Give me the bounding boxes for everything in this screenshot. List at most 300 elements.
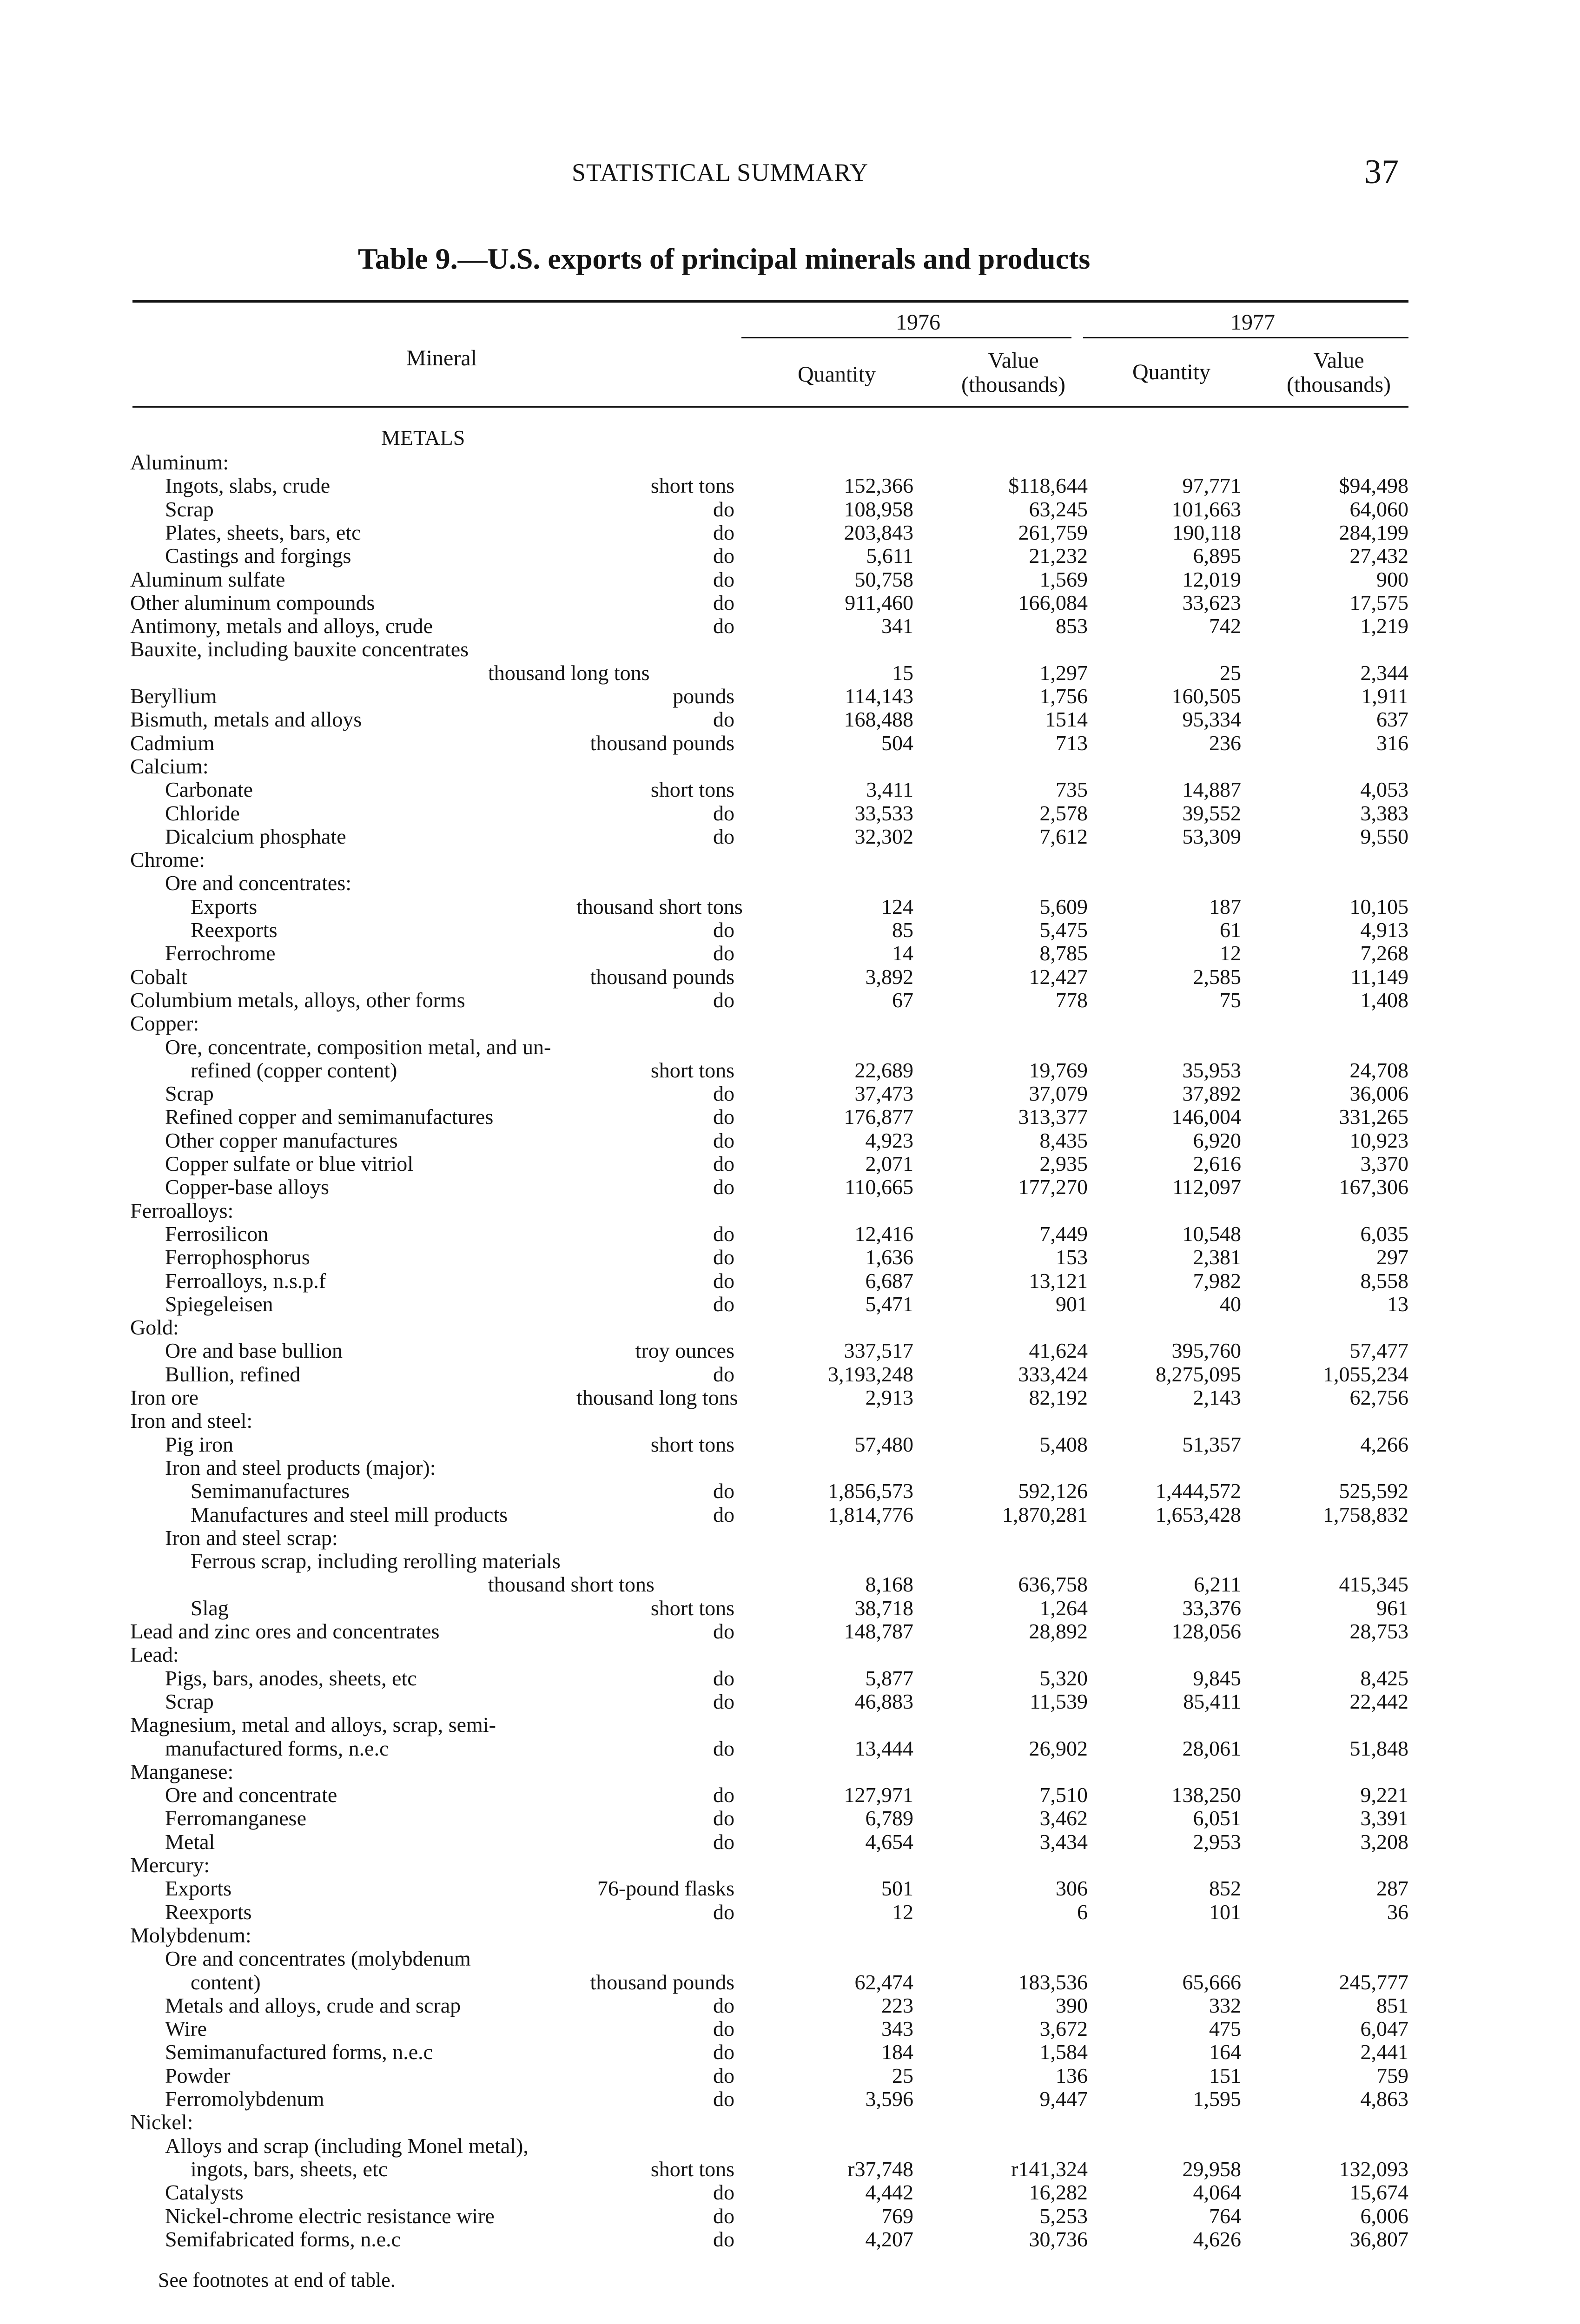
quantity-1976-cell: 6,687 bbox=[865, 1268, 913, 1293]
unit-label: do bbox=[713, 2180, 734, 2205]
row-label bbox=[165, 498, 214, 521]
table-row bbox=[0, 544, 1580, 568]
quantity-1976-cell: 1,856,573 bbox=[828, 1479, 913, 1503]
table-row bbox=[0, 848, 1580, 872]
mineral-name: ingots, bars, sheets, etc bbox=[191, 2157, 388, 2181]
table-row bbox=[0, 1947, 1580, 1970]
mineral-name: Pigs, bars, anodes, sheets, etc bbox=[165, 1666, 417, 1690]
quantity-1976-cell: 769 bbox=[881, 2204, 913, 2228]
value-1977-cell: 6,047 bbox=[1360, 2017, 1408, 2041]
value-1977-cell: 3,391 bbox=[1360, 1806, 1408, 1830]
mineral-name: Cobalt bbox=[130, 964, 187, 989]
quantity-1976-cell: 5,471 bbox=[865, 1292, 913, 1316]
quantity-1977-cell: 852 bbox=[1209, 1876, 1241, 1901]
table-row bbox=[0, 2111, 1580, 2134]
value-1976-cell: 1,569 bbox=[1039, 567, 1088, 591]
value-1976-cell: 853 bbox=[1056, 614, 1088, 638]
value-1976-cell: 5,320 bbox=[1039, 1666, 1088, 1690]
row-label bbox=[191, 1059, 397, 1082]
value-1977-cell: 62,756 bbox=[1349, 1386, 1408, 1409]
mineral-name: Ferromanganese bbox=[165, 1806, 306, 1830]
mineral-name: Ferromolybdenum bbox=[165, 2087, 324, 2111]
row-label bbox=[165, 802, 240, 825]
quantity-1976-cell: 110,665 bbox=[845, 1175, 913, 1199]
unit-label: do bbox=[713, 1689, 734, 1713]
row-label bbox=[165, 1246, 310, 1269]
row-label bbox=[165, 2181, 244, 2204]
value-1976-cell: 5,408 bbox=[1039, 1432, 1088, 1456]
mineral-name: Chrome: bbox=[130, 848, 205, 872]
table-row bbox=[0, 1363, 1580, 1386]
value-1976-cell: 177,270 bbox=[1018, 1175, 1088, 1199]
value-1976-cell: 5,475 bbox=[1039, 918, 1088, 942]
value-1976-cell: 1,264 bbox=[1039, 1596, 1088, 1620]
mineral-name: Castings and forgings bbox=[165, 544, 351, 568]
quantity-1976-cell: r37,748 bbox=[847, 2157, 913, 2181]
row-label bbox=[130, 614, 433, 638]
row-label bbox=[165, 521, 361, 544]
mineral-name: Ore and concentrates (molybdenum bbox=[165, 1947, 471, 1971]
value-1976-cell: 592,126 bbox=[1018, 1479, 1088, 1503]
value-1976-cell: 26,902 bbox=[1029, 1736, 1088, 1760]
quantity-1977-header: Quantity bbox=[1132, 360, 1210, 384]
unit-label: thousand pounds bbox=[590, 1970, 734, 1994]
quantity-1976-cell: 32,302 bbox=[854, 824, 913, 848]
quantity-1976-cell: 12 bbox=[892, 1900, 913, 1924]
value-1977-cell: 36,807 bbox=[1349, 2227, 1408, 2251]
unit-label: do bbox=[713, 801, 734, 825]
value-1976-cell: 1,297 bbox=[1039, 660, 1088, 685]
unit-label: short tons bbox=[650, 2157, 734, 2181]
row-label bbox=[165, 1807, 306, 1830]
table-row bbox=[0, 1222, 1580, 1246]
table-row bbox=[0, 2134, 1580, 2158]
mineral-name: Aluminum: bbox=[130, 450, 229, 474]
quantity-1977-cell: 6,895 bbox=[1193, 544, 1241, 568]
value-1977-cell: 2,441 bbox=[1360, 2040, 1408, 2064]
quantity-1977-cell: 2,381 bbox=[1193, 1245, 1241, 1269]
quantity-1976-header: Quantity bbox=[798, 362, 876, 387]
table-row bbox=[0, 1012, 1580, 1035]
value-1976-cell: 2,578 bbox=[1039, 801, 1088, 825]
row-label bbox=[165, 1994, 461, 2017]
quantity-1976-cell: 3,411 bbox=[866, 778, 913, 802]
quantity-1977-cell: 97,771 bbox=[1182, 474, 1241, 498]
mineral-name: Iron and steel products (major): bbox=[165, 1455, 436, 1479]
row-label bbox=[165, 1175, 329, 1199]
unit-label: do bbox=[713, 1082, 734, 1106]
unit-label: do bbox=[713, 2087, 734, 2111]
table-row bbox=[0, 2017, 1580, 2040]
unit-label: do bbox=[713, 1806, 734, 1830]
value-1977-cell: 1,219 bbox=[1360, 614, 1408, 638]
unit-label: do bbox=[713, 1619, 734, 1643]
value-1976-cell: 41,624 bbox=[1029, 1339, 1088, 1363]
mineral-name: Bauxite, including bauxite concentrates bbox=[130, 637, 469, 661]
value-1977-cell: 4,053 bbox=[1360, 778, 1408, 802]
table-row bbox=[0, 1246, 1580, 1269]
quantity-1977-cell: 12,019 bbox=[1182, 567, 1241, 591]
value-1977-cell: $94,498 bbox=[1339, 474, 1408, 498]
value-1976-cell: 6 bbox=[1077, 1900, 1088, 1924]
row-label bbox=[130, 568, 285, 591]
value-1976-cell: 1,870,281 bbox=[1002, 1502, 1088, 1526]
value-1977-cell: 36,006 bbox=[1349, 1082, 1408, 1106]
quantity-1976-cell: 176,877 bbox=[844, 1105, 913, 1129]
table-row bbox=[0, 2087, 1580, 2111]
table-row bbox=[0, 685, 1580, 708]
unit-label: do bbox=[713, 1502, 734, 1526]
unit-label: do bbox=[713, 1362, 734, 1386]
row-label bbox=[130, 965, 187, 989]
table-row bbox=[0, 2228, 1580, 2251]
row-label bbox=[165, 1363, 300, 1386]
table-row bbox=[0, 2181, 1580, 2204]
quantity-1976-cell: 124 bbox=[881, 894, 913, 918]
value-1976-cell: $118,644 bbox=[1008, 474, 1088, 498]
mineral-name: refined (copper content) bbox=[191, 1058, 397, 1082]
unit-label: troy ounces bbox=[635, 1339, 734, 1363]
row-label bbox=[165, 1737, 389, 1760]
table-row bbox=[0, 1152, 1580, 1175]
quantity-1976-cell: 50,758 bbox=[854, 567, 913, 591]
table-row bbox=[0, 638, 1580, 661]
row-label bbox=[165, 1105, 493, 1129]
value-1976-cell: 735 bbox=[1056, 778, 1088, 802]
value-1976-cell: 5,609 bbox=[1039, 894, 1088, 918]
mineral-name: Bismuth, metals and alloys bbox=[130, 707, 362, 732]
table-row bbox=[0, 1059, 1580, 1082]
row-label bbox=[191, 1479, 350, 1503]
value-1977-cell: 7,268 bbox=[1360, 941, 1408, 965]
mineral-name: manufactured forms, n.e.c bbox=[165, 1736, 389, 1760]
value-1976-cell: 5,253 bbox=[1039, 2204, 1088, 2228]
unit-label: do bbox=[713, 918, 734, 942]
value-1977-cell: 64,060 bbox=[1349, 497, 1408, 521]
unit-label: do bbox=[713, 2063, 734, 2087]
unit-label: do bbox=[713, 1736, 734, 1760]
unit-label: do bbox=[713, 590, 734, 614]
mineral-name: Semifabricated forms, n.e.c bbox=[165, 2227, 401, 2251]
quantity-1976-cell: 57,480 bbox=[854, 1432, 913, 1456]
row-label bbox=[130, 2111, 193, 2134]
quantity-1976-cell: 911,460 bbox=[845, 590, 913, 614]
mineral-name: Ore and concentrates: bbox=[165, 871, 352, 895]
mineral-name: Powder bbox=[165, 2063, 231, 2087]
year-1977-header: 1977 bbox=[1230, 310, 1275, 335]
table-row bbox=[0, 661, 1580, 685]
mineral-name: content) bbox=[191, 1970, 261, 1994]
quantity-1977-cell: 35,953 bbox=[1182, 1058, 1241, 1082]
row-label bbox=[165, 942, 276, 965]
table-row bbox=[0, 1409, 1580, 1433]
table-row bbox=[0, 1175, 1580, 1199]
row-label bbox=[165, 1667, 417, 1690]
mineral-name: Ferrochrome bbox=[165, 941, 276, 965]
row-label bbox=[165, 1339, 343, 1362]
unit-label: do bbox=[713, 1829, 734, 1854]
table-row bbox=[0, 1971, 1580, 1994]
table-row bbox=[0, 2064, 1580, 2087]
value-1976-unit: (thousands) bbox=[961, 372, 1065, 397]
table-row bbox=[0, 1105, 1580, 1129]
value-1976-cell: 3,434 bbox=[1039, 1829, 1088, 1854]
section-metals: METALS bbox=[381, 426, 465, 449]
value-1976-cell: 82,192 bbox=[1029, 1386, 1088, 1409]
mineral-column-header: Mineral bbox=[406, 346, 477, 370]
unit-label: do bbox=[713, 1152, 734, 1175]
unit-label: short tons bbox=[650, 1432, 734, 1456]
row-label bbox=[165, 825, 346, 848]
row-label bbox=[130, 685, 217, 708]
mineral-name: Mercury: bbox=[130, 1853, 210, 1877]
table-row bbox=[0, 1924, 1580, 1947]
row-label bbox=[165, 1877, 231, 1900]
value-1977-cell: 851 bbox=[1376, 1993, 1408, 2017]
unit-label: do bbox=[713, 1175, 734, 1199]
table-row bbox=[0, 1550, 1580, 1573]
mineral-name: Beryllium bbox=[130, 684, 217, 708]
row-label bbox=[130, 591, 375, 614]
quantity-1977-cell: 2,143 bbox=[1193, 1386, 1241, 1409]
mineral-name: Antimony, metals and alloys, crude bbox=[130, 614, 433, 638]
row-label bbox=[130, 1316, 179, 1339]
mineral-name: Nickel: bbox=[130, 2110, 193, 2134]
value-1976-cell: 1,756 bbox=[1039, 684, 1088, 708]
row-label bbox=[130, 1854, 210, 1877]
unit-label: pounds bbox=[673, 684, 734, 708]
quantity-1976-cell: 501 bbox=[881, 1876, 913, 1901]
mineral-name: Ore, concentrate, composition metal, and un- bbox=[165, 1035, 551, 1059]
row-label bbox=[130, 1760, 233, 1783]
quantity-1976-cell: 67 bbox=[892, 988, 913, 1012]
quantity-1976-cell: 4,207 bbox=[865, 2227, 913, 2251]
value-1977-cell: 15,674 bbox=[1349, 2180, 1408, 2205]
value-1977-cell: 27,432 bbox=[1349, 544, 1408, 568]
quantity-1976-cell: 1,814,776 bbox=[828, 1502, 913, 1526]
value-1977-cell: 284,199 bbox=[1339, 520, 1408, 544]
quantity-1976-cell: 5,611 bbox=[866, 544, 913, 568]
quantity-1977-cell: 39,552 bbox=[1182, 801, 1241, 825]
row-label bbox=[165, 1526, 338, 1550]
mineral-name: Gold: bbox=[130, 1315, 179, 1340]
row-label bbox=[191, 895, 257, 918]
mineral-name: Columbium metals, alloys, other forms bbox=[130, 988, 465, 1012]
unit-label: thousand long tons bbox=[488, 660, 650, 685]
row-label bbox=[165, 2040, 433, 2064]
quantity-1976-cell: 168,488 bbox=[844, 707, 913, 732]
row-label bbox=[130, 1386, 198, 1409]
quantity-1976-cell: 4,442 bbox=[865, 2180, 913, 2205]
value-1977-cell: 13 bbox=[1387, 1292, 1408, 1316]
value-1976-cell: 166,084 bbox=[1018, 590, 1088, 614]
value-1976-cell: r141,324 bbox=[1011, 2157, 1088, 2181]
value-1976-cell: 37,079 bbox=[1029, 1082, 1088, 1106]
quantity-1976-cell: 3,892 bbox=[865, 964, 913, 989]
value-1976-cell: 7,510 bbox=[1039, 1783, 1088, 1807]
mineral-name: Iron and steel: bbox=[130, 1409, 253, 1433]
mineral-name: Pig iron bbox=[165, 1432, 233, 1456]
value-1977-cell: 57,477 bbox=[1349, 1339, 1408, 1363]
row-label bbox=[191, 1597, 229, 1620]
quantity-1976-cell: 2,913 bbox=[865, 1386, 913, 1409]
mineral-name: Manganese: bbox=[130, 1759, 234, 1783]
value-1977-cell: 22,442 bbox=[1349, 1689, 1408, 1713]
quantity-1976-cell: 8,168 bbox=[865, 1572, 913, 1597]
row-label bbox=[130, 755, 209, 778]
mineral-name: Lead: bbox=[130, 1643, 179, 1667]
quantity-1977-cell: 2,616 bbox=[1193, 1152, 1241, 1175]
unit-label: do bbox=[713, 1900, 734, 1924]
value-1977-cell: 3,383 bbox=[1360, 801, 1408, 825]
row-label bbox=[130, 1199, 233, 1222]
table-row bbox=[0, 1433, 1580, 1456]
table-row bbox=[0, 614, 1580, 638]
unit-label: do bbox=[713, 1292, 734, 1316]
quantity-1977-cell: 475 bbox=[1209, 2017, 1241, 2041]
quantity-1976-cell: 184 bbox=[881, 2040, 913, 2064]
table-row bbox=[0, 1129, 1580, 1152]
table-row bbox=[0, 451, 1580, 474]
table-row bbox=[0, 1830, 1580, 1854]
value-1977-cell: 132,093 bbox=[1339, 2157, 1408, 2181]
row-label bbox=[165, 1152, 413, 1175]
table-row bbox=[0, 1901, 1580, 1924]
value-1977-cell: 637 bbox=[1376, 707, 1408, 732]
row-label bbox=[130, 1409, 252, 1433]
quantity-1976-cell: 2,071 bbox=[865, 1152, 913, 1175]
mineral-name: Carbonate bbox=[165, 778, 253, 802]
value-1977-cell: 415,345 bbox=[1339, 1572, 1408, 1597]
quantity-1977-cell: 742 bbox=[1209, 614, 1241, 638]
quantity-1977-cell: 151 bbox=[1209, 2063, 1241, 2087]
unit-label: thousand short tons bbox=[488, 1572, 654, 1597]
value-1977-label: Value bbox=[1313, 348, 1364, 373]
row-label bbox=[130, 1924, 251, 1947]
quantity-1977-cell: 2,585 bbox=[1193, 964, 1241, 989]
quantity-1977-cell: 61 bbox=[1220, 918, 1241, 942]
quantity-1977-cell: 29,958 bbox=[1182, 2157, 1241, 2181]
unit-label: do bbox=[713, 1479, 734, 1503]
value-1976-cell: 30,736 bbox=[1029, 2227, 1088, 2251]
mineral-name: Manufactures and steel mill products bbox=[191, 1502, 508, 1526]
quantity-1977-cell: 2,953 bbox=[1193, 1829, 1241, 1854]
value-1977-cell: 9,221 bbox=[1360, 1783, 1408, 1807]
value-1977-cell: 36 bbox=[1387, 1900, 1408, 1924]
table-row bbox=[0, 965, 1580, 989]
table-row bbox=[0, 802, 1580, 825]
row-label bbox=[165, 1433, 233, 1456]
value-1977-cell: 287 bbox=[1376, 1876, 1408, 1901]
page-number: 37 bbox=[1364, 153, 1399, 191]
quantity-1977-cell: 6,920 bbox=[1193, 1128, 1241, 1152]
row-label bbox=[130, 1620, 439, 1643]
quantity-1977-cell: 112,097 bbox=[1172, 1175, 1241, 1199]
quantity-1976-cell: 504 bbox=[881, 731, 913, 755]
row-label bbox=[165, 1222, 268, 1246]
quantity-1977-cell: 33,623 bbox=[1182, 590, 1241, 614]
value-1976-cell: 778 bbox=[1056, 988, 1088, 1012]
table-row bbox=[0, 1082, 1580, 1105]
quantity-1976-cell: 4,654 bbox=[865, 1829, 913, 1854]
row-label bbox=[165, 2205, 495, 2228]
value-1977-cell: 525,592 bbox=[1339, 1479, 1408, 1503]
unit-label: short tons bbox=[650, 474, 734, 498]
mineral-name: Scrap bbox=[165, 1689, 214, 1713]
value-1977-cell: 11,149 bbox=[1350, 964, 1408, 989]
quantity-1977-cell: 138,250 bbox=[1171, 1783, 1241, 1807]
table-row bbox=[0, 1994, 1580, 2017]
mineral-name: Semimanufactures bbox=[191, 1479, 350, 1503]
quantity-1977-cell: 12 bbox=[1220, 941, 1241, 965]
unit-label: do bbox=[713, 567, 734, 591]
row-label bbox=[130, 708, 362, 731]
mineral-name: Ferrosilicon bbox=[165, 1221, 269, 1246]
quantity-1977-cell: 128,056 bbox=[1171, 1619, 1241, 1643]
value-1976-cell: 7,612 bbox=[1039, 824, 1088, 848]
value-1977-cell: 4,266 bbox=[1360, 1432, 1408, 1456]
unit-label: do bbox=[713, 2227, 734, 2251]
quantity-1977-cell: 164 bbox=[1209, 2040, 1241, 2064]
value-1976-cell: 19,769 bbox=[1029, 1058, 1088, 1082]
value-1977-cell: 1,758,832 bbox=[1323, 1502, 1408, 1526]
table-row bbox=[0, 1783, 1580, 1807]
table-row bbox=[0, 1667, 1580, 1690]
value-1977-cell: 10,105 bbox=[1349, 894, 1408, 918]
table-row bbox=[0, 918, 1580, 942]
quantity-1977-cell: 8,275,095 bbox=[1156, 1362, 1241, 1386]
table-row bbox=[0, 498, 1580, 521]
row-label bbox=[165, 1269, 326, 1293]
row-label bbox=[165, 1901, 252, 1924]
mineral-name: Copper sulfate or blue vitriol bbox=[165, 1152, 413, 1175]
quantity-1976-cell: 127,971 bbox=[844, 1783, 913, 1807]
quantity-1976-cell: 148,787 bbox=[844, 1619, 913, 1643]
row-label bbox=[165, 2228, 401, 2251]
quantity-1977-cell: 187 bbox=[1209, 894, 1241, 918]
value-1976-cell: 12,427 bbox=[1029, 964, 1088, 989]
quantity-1976-cell: 4,923 bbox=[865, 1128, 913, 1152]
table-row bbox=[0, 2205, 1580, 2228]
value-1976-cell: 333,424 bbox=[1018, 1362, 1088, 1386]
quantity-1976-cell: 3,193,248 bbox=[828, 1362, 913, 1386]
value-1976-cell: 306 bbox=[1056, 1876, 1088, 1901]
quantity-1977-cell: 75 bbox=[1220, 988, 1241, 1012]
quantity-1976-cell: 3,596 bbox=[865, 2087, 913, 2111]
mineral-name: Refined copper and semimanufactures bbox=[165, 1105, 494, 1129]
mineral-name: Plates, sheets, bars, etc bbox=[165, 520, 361, 544]
quantity-1976-cell: 5,877 bbox=[865, 1666, 913, 1690]
unit-label: thousand pounds bbox=[590, 964, 734, 989]
quantity-1976-cell: 62,474 bbox=[854, 1970, 913, 1994]
unit-label: 76-pound flasks bbox=[597, 1876, 734, 1901]
row-label bbox=[165, 1830, 215, 1854]
quantity-1977-cell: 1,444,572 bbox=[1156, 1479, 1241, 1503]
quantity-1977-cell: 95,334 bbox=[1182, 707, 1241, 732]
quantity-1977-cell: 40 bbox=[1220, 1292, 1241, 1316]
quantity-1977-cell: 146,004 bbox=[1171, 1105, 1241, 1129]
mineral-name: Ingots, slabs, crude bbox=[165, 474, 331, 498]
unit-label: do bbox=[713, 988, 734, 1012]
quantity-1977-cell: 6,051 bbox=[1193, 1806, 1241, 1830]
table-row bbox=[0, 1339, 1580, 1362]
value-1976-cell: 1514 bbox=[1045, 707, 1088, 732]
value-1977-cell: 1,408 bbox=[1360, 988, 1408, 1012]
value-1976-cell: 313,377 bbox=[1018, 1105, 1088, 1129]
row-label bbox=[130, 1643, 179, 1666]
mineral-name: Lead and zinc ores and concentrates bbox=[130, 1619, 440, 1643]
value-1976-cell: 901 bbox=[1056, 1292, 1088, 1316]
